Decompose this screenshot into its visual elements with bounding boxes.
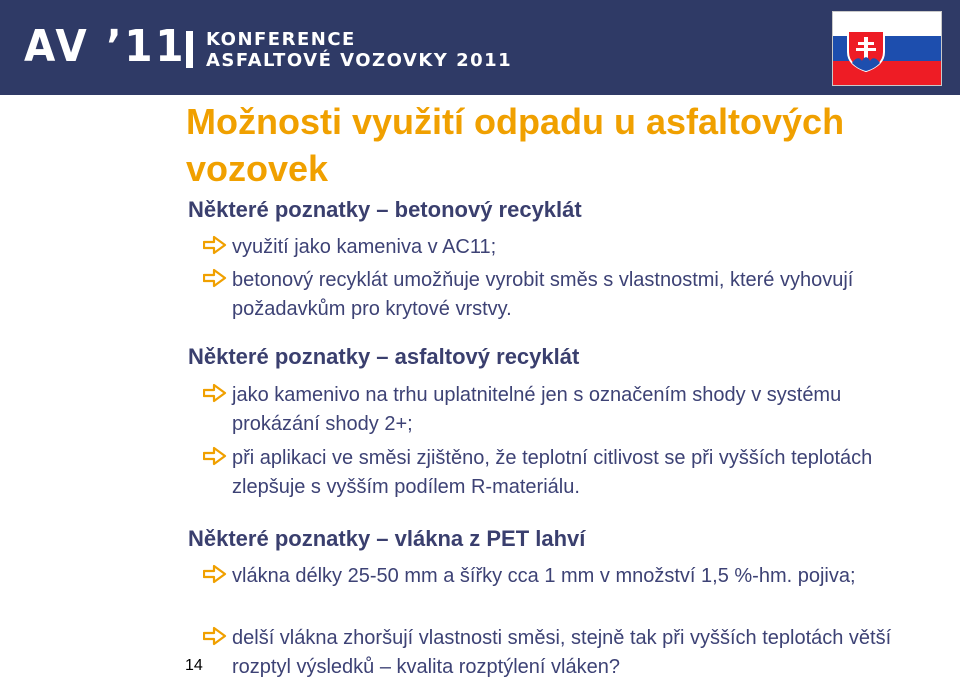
bullet-text: jako kamenivo na trhu uplatnitelné jen s označením shody v systému prokázání shody 2+; bbox=[232, 384, 842, 435]
section-heading-asfalt: Některé poznatky – asfaltový recyklát bbox=[188, 344, 580, 369]
slovak-flag-icon bbox=[833, 12, 941, 85]
bullet-text: využití jako kameniva v AC11; bbox=[232, 236, 497, 258]
bullet-text: betonový recyklát umožňuje vyrobit směs s vlastnostmi, které vyhovují požadavkům pro krytové vrstvy. bbox=[232, 269, 854, 320]
slide-title: Možnosti využití odpadu u asfaltových vozovek bbox=[186, 101, 845, 189]
logo-line-konference: KONFERENCE bbox=[206, 29, 356, 50]
arrow-right-icon bbox=[203, 626, 227, 646]
section-heading-pet: Některé poznatky – vlákna z PET lahví bbox=[188, 526, 586, 551]
bullet-text: delší vlákna zhoršují vlastnosti směsi, stejně tak při vyšších teplotách větší rozptyl výsledků – kvalita rozptýlení vláken? bbox=[232, 627, 892, 678]
logo-divider bbox=[186, 31, 193, 68]
section-heading-beton: Některé poznatky – betonový recyklát bbox=[188, 197, 582, 222]
conference-logo: AV ’11 bbox=[24, 21, 187, 72]
header-bar bbox=[0, 0, 960, 95]
arrow-right-icon bbox=[203, 268, 227, 288]
arrow-right-icon bbox=[203, 235, 227, 255]
logo-line-asfaltove: ASFALTOVÉ VOZOVKY 2011 bbox=[206, 50, 513, 71]
coat-of-arms-icon bbox=[847, 30, 885, 72]
page-number: 14 bbox=[185, 657, 203, 674]
arrow-right-icon bbox=[203, 383, 227, 403]
bullet-text: vlákna délky 25-50 mm a šířky cca 1 mm v množství 1,5 %-hm. pojiva; bbox=[232, 565, 856, 587]
arrow-right-icon bbox=[203, 564, 227, 584]
arrow-right-icon bbox=[203, 446, 227, 466]
bullet-text: při aplikaci ve směsi zjištěno, že teplotní citlivost se při vyšších teplotách zlepšuje s vyšším podílem R-materiálu. bbox=[232, 447, 873, 498]
